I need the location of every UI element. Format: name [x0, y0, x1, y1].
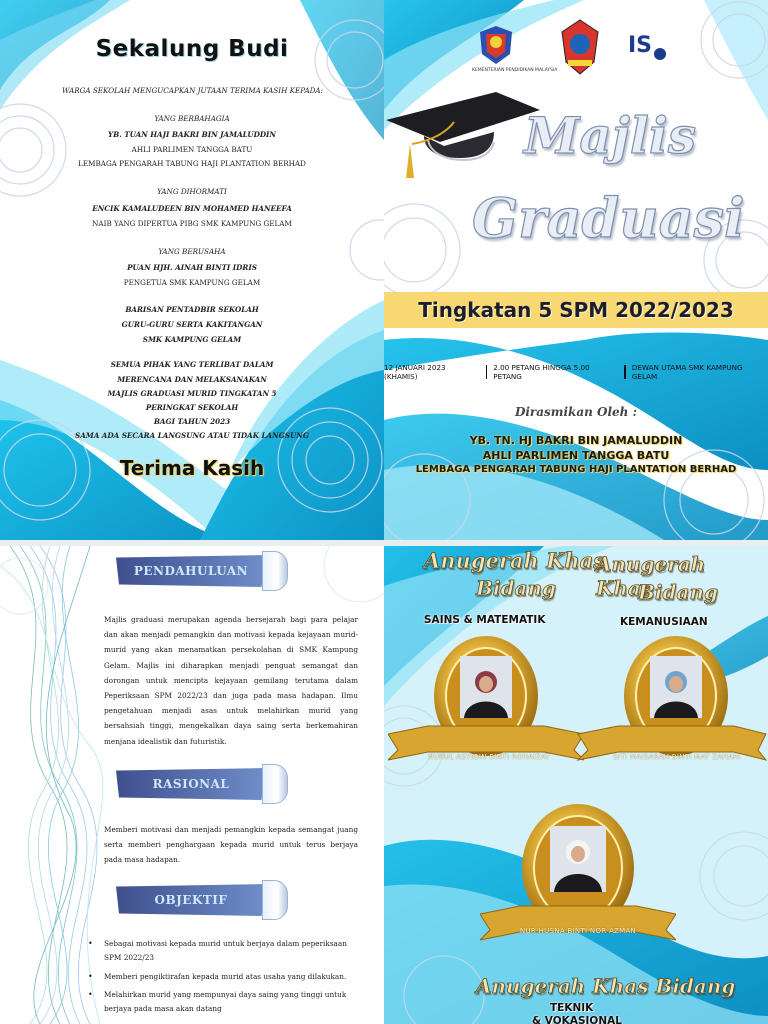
vip-name: YB. TUAN HAJI BAKRI BIN JAMALUDDIN [108, 130, 276, 139]
page-title: Sekalung Budi [95, 36, 289, 62]
band-title: Tingkatan 5 SPM 2022/2023 [418, 298, 734, 322]
all-line-4: PERINGKAT SEKOLAH [145, 403, 239, 412]
award1-medal [388, 634, 584, 764]
vip-role-2: LEMBAGA PENGARAH TABUNG HAJI PLANTATION BERHAD [78, 159, 306, 168]
rasional-text: Memberi motivasi dan menjadi pemangkin kepada semangat juang serta memberi penghargaan kepada murid untuk terus berjaya pada masa hadapan. [104, 825, 358, 865]
all-line-1: SEMUA PIHAK YANG TERLIBAT DALAM [110, 360, 274, 369]
award3-category-line2: & VOKASIONAL [532, 1015, 622, 1024]
school-logo [560, 18, 600, 76]
intro-text: WARGA SEKOLAH MENGUCAPKAN JUTAAN TERIMA KASIH KEPADA: [62, 86, 324, 95]
staff-line-3: SMK KAMPUNG GELAM [142, 335, 242, 344]
award2-medal [576, 634, 768, 764]
panel-cover [384, 0, 768, 540]
panel-sekalung-budi [0, 0, 384, 540]
heading-pendahuluan: PENDAHULUAN [133, 564, 249, 578]
event-date: 12 JANUARI 2023 (KHAMIS) [384, 363, 446, 381]
award2-script-subtitle: Bidang [638, 580, 718, 604]
graduation-cap-icon [384, 86, 544, 186]
divider [624, 365, 625, 379]
label-yang-berbahagia: YANG BERBAHAGIA [154, 114, 230, 123]
award3-recipient-name: NUR HUSNA BINTI NOR AZMAN [519, 927, 637, 935]
guest3-name: PUAN HJH. AINAH BINTI IDRIS [127, 263, 257, 272]
officiated-by-label: Dirasmikan Oleh : [514, 405, 638, 419]
event-time: 2.00 PETANG HINGGA 5.00 PETANG [493, 363, 590, 381]
award1-script-title: Anugerah Khas [424, 548, 606, 573]
event-info-row [384, 363, 768, 381]
is-25-logo [624, 22, 668, 72]
vip-role-1: AHLI PARLIMEN TANGGA BATU [131, 145, 253, 154]
award2-category: KEMANUSIAAN [620, 616, 708, 628]
objective-item: • Sebagai motivasi kepada murid untuk berjaya dalam peperiksaan SPM 2022/23 [88, 939, 347, 962]
title-graduasi: Graduasi [472, 186, 745, 250]
thank-you-heading: Terima Kasih [119, 456, 265, 480]
award1-category: SAINS & MATEMATIK [424, 614, 546, 626]
award3-script-title: Anugerah Khas Bidang [476, 974, 736, 998]
panel-introduction [0, 546, 384, 1024]
all-line-3: MAJLIS GRADUASI MURID TINGKATAN 5 [107, 389, 277, 398]
objective-item: • Memberi pengiktirafan kepada murid atas usaha yang dilakukan. [88, 972, 347, 981]
award1-recipient-name: NURUL ASYIQIN BINTI ROHAIZAT [428, 753, 550, 761]
heading-objektif: OBJEKTIF [154, 893, 228, 907]
panel-awards [384, 546, 768, 1024]
logo-caption: KEMENTERIAN PENDIDIKAN MALAYSIA [472, 68, 558, 73]
objective-item: • Melahirkan murid yang mempunyai daya saing yang tinggi untuk berjaya pada masa akan datang [88, 990, 347, 1013]
divider [486, 365, 487, 379]
staff-line-1: BARISAN PENTADBIR SEKOLAH [125, 305, 259, 314]
award3-category-line1: TEKNIK [550, 1002, 594, 1014]
pendahuluan-text: Majlis graduasi merupakan agenda bersejarah bagi para pelajar dan akan menjadi pemangkin dan motivasi kepada kejayaan murid-murid yang akan menamatkan persekolahan di SMK Kampung Gelam. Majlis ini diharapkan menjadi penguat semangat dan dorongan untuk mencipta kejayaan gemilang terutama dalam Peperiksaan SPM 2022/23 dan juga pada masa hadapan. Ilmu pengetahuan menjadi asas untuk melahirkan murid yang bersahsiah tinggi, mengekalkan daya saing serta berkemahiran menjana idealistik dan futuristik. [104, 615, 358, 746]
heading-rasional: RASIONAL [152, 777, 230, 791]
guest2-role: NAIB YANG DIPERTUA PIBG SMK KAMPUNG GELAM [92, 219, 292, 228]
guest3-role: PENGETUA SMK KAMPUNG GELAM [123, 278, 261, 287]
svg-text:IS: IS [628, 33, 653, 58]
all-line-6: SAMA ADA SECARA LANGSUNG ATAU TIDAK LANGSUNG [75, 431, 309, 440]
guest2-name: ENCIK KAMALUDEEN BIN MOHAMED HANEEFA [92, 204, 292, 213]
title-majlis: Majlis [524, 106, 696, 165]
award1-script-subtitle: Bidang [476, 576, 556, 600]
award2-script-title: Anugerah Khas [596, 552, 706, 600]
all-line-2: MERENCANA DAN MELAKSANAKAN [117, 375, 267, 384]
award2-recipient-name: SITI MAISARAH BINTI MAT ZAHARI [613, 753, 741, 761]
label-yang-berusaha: YANG BERUSAHA [158, 247, 226, 256]
event-venue: DEWAN UTAMA SMK KAMPUNG GELAM [631, 363, 743, 381]
officiator-role-1: AHLI PARLIMEN TANGGA BATU [482, 449, 670, 462]
officiator-role-2: LEMBAGA PENGARAH TABUNG HAJI PLANTATION BERHAD [415, 464, 737, 475]
label-yang-dihormati: YANG DIHORMATI [157, 187, 227, 196]
officiator-name: YB. TN. HJ BAKRI BIN JAMALUDDIN [469, 434, 683, 447]
kpm-crest-logo [476, 24, 516, 66]
staff-line-2: GURU-GURU SERTA KAKITANGAN [121, 320, 263, 329]
all-line-5: BAGI TAHUN 2023 [153, 417, 231, 426]
